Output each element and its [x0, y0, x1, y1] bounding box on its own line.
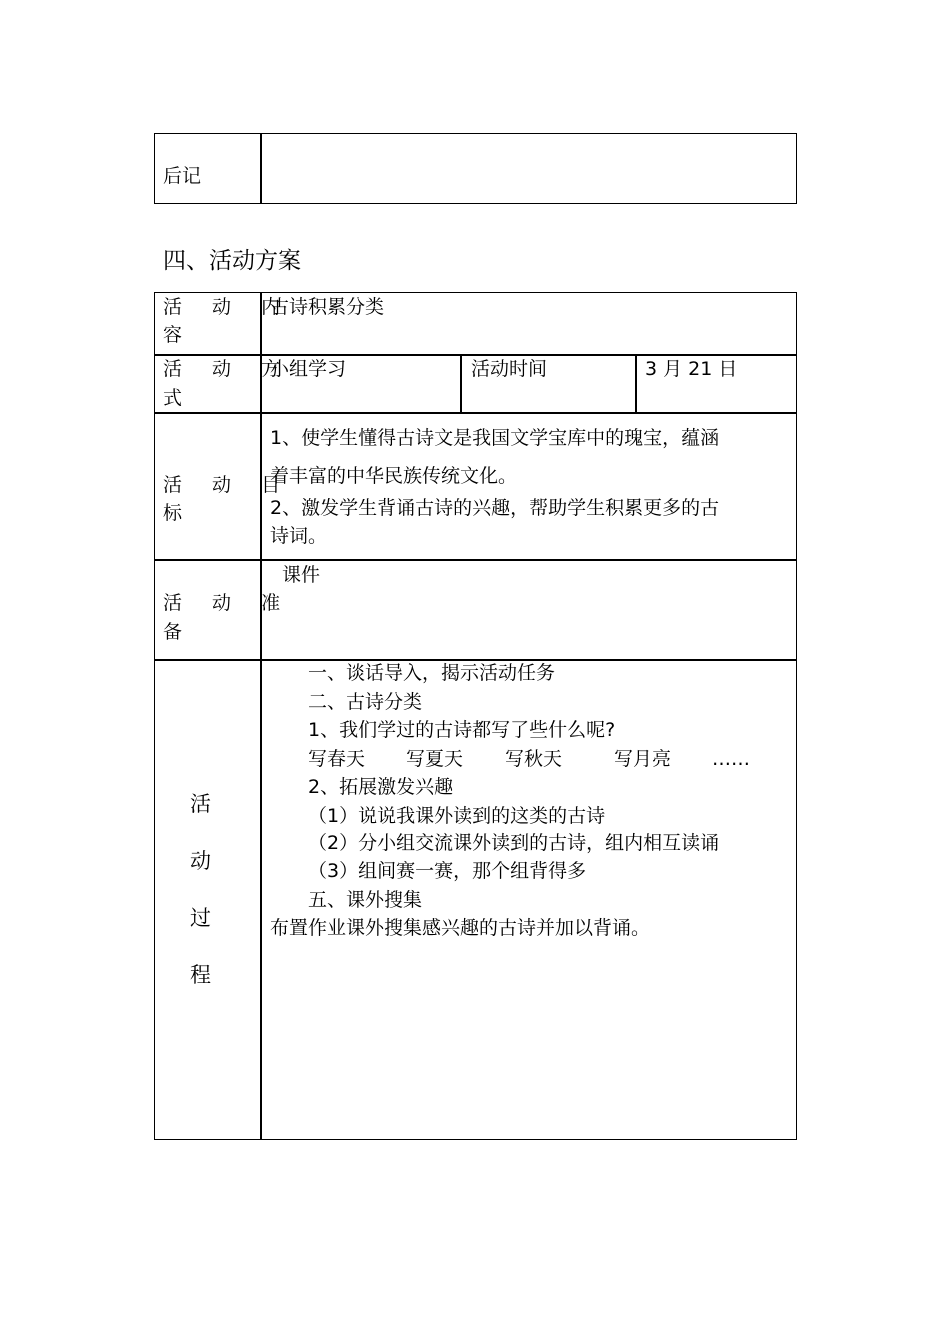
row-divider	[154, 559, 797, 561]
time-cell-divider	[635, 354, 637, 413]
topic-item: 写月亮	[614, 748, 672, 770]
method-label-line1: 活 动 方	[163, 358, 293, 380]
method-cell-divider	[460, 354, 462, 413]
goal-line: 诗词。	[270, 525, 328, 547]
prep-value: 课件	[282, 564, 321, 586]
process-line: 二、古诗分类	[308, 691, 423, 713]
houji-label: 后记	[163, 165, 202, 187]
goal-line: 2、激发学生背诵古诗的兴趣，帮助学生积累更多的古	[270, 497, 720, 519]
goal-label-line1: 活 动 目	[163, 474, 293, 496]
process-label-char: 动	[190, 849, 211, 873]
method-label-line2: 式	[163, 387, 183, 409]
houji-divider	[260, 133, 262, 204]
process-label-char: 活	[190, 792, 211, 816]
topic-item: 写夏天	[406, 748, 464, 770]
label-column-divider	[260, 292, 262, 1140]
prep-label-line1: 活 动 准	[163, 592, 293, 614]
prep-label-line2: 备	[163, 621, 183, 643]
topic-item: 写秋天	[505, 748, 563, 770]
time-value: 3 月 21 日	[645, 358, 738, 380]
content-label-line1: 活 动 内	[163, 296, 293, 318]
process-line: （1）说说我课外读到的这类的古诗	[308, 805, 606, 827]
section-heading: 四、活动方案	[163, 248, 301, 274]
process-label-char: 过	[190, 906, 211, 930]
process-line: 1、我们学过的古诗都写了些什么呢?	[308, 719, 616, 741]
goal-label-line2: 标	[163, 502, 183, 524]
method-value: 小组学习	[270, 358, 347, 380]
process-label-char: 程	[190, 963, 211, 987]
goal-line: 着丰富的中华民族传统文化。	[270, 465, 518, 487]
content-label-line2: 容	[163, 324, 183, 346]
goal-line: 1、使学生懂得古诗文是我国文学宝库中的瑰宝，蕴涵	[270, 427, 720, 449]
process-line: （2）分小组交流课外读到的古诗，组内相互读诵	[308, 832, 720, 854]
process-line: 一、谈话导入，揭示活动任务	[308, 662, 556, 684]
content-value: 古诗积累分类	[270, 296, 385, 318]
row-divider	[154, 412, 797, 414]
time-label: 活动时间	[471, 358, 548, 380]
process-line: 五、课外搜集	[308, 889, 423, 911]
houji-table	[154, 133, 797, 204]
process-line: 2、拓展激发兴趣	[308, 776, 454, 798]
process-line: 布置作业课外搜集感兴趣的古诗并加以背诵。	[270, 917, 651, 939]
topic-item: ……	[712, 748, 750, 770]
process-line: （3）组间赛一赛，那个组背得多	[308, 860, 587, 882]
topic-item: 写春天	[308, 748, 366, 770]
